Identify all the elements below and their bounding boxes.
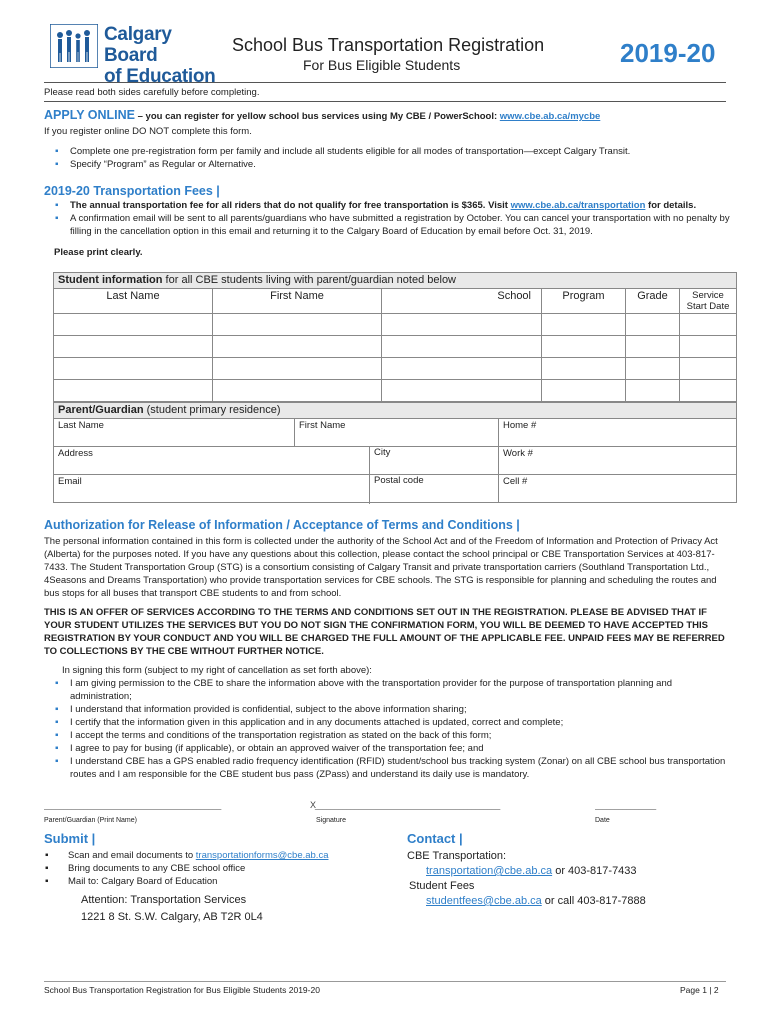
contact-heading: Contact | — [407, 831, 463, 846]
list-item — [44, 199, 734, 212]
apply-online-note: If you register online DO NOT complete this form. — [44, 126, 252, 137]
logo-text-line2: of Education — [104, 66, 216, 87]
apply-online-line — [44, 108, 734, 122]
submit-email-text: Scan and email documents to — [68, 850, 196, 861]
col-program: Program — [542, 289, 626, 314]
guardian-last-name-field[interactable]: Last Name — [54, 419, 295, 447]
list-item: ▪ Mail to: Calgary Board of Education — [34, 875, 394, 888]
student-grade-input[interactable] — [626, 336, 680, 358]
guardian-cell-phone-field[interactable]: Cell # — [499, 475, 737, 503]
table-row — [54, 475, 737, 503]
contact-transportation-line — [426, 864, 637, 879]
student-table-title — [54, 273, 737, 289]
document-title: School Bus Transportation Registration — [232, 35, 545, 55]
guardian-table-title-rest: (student primary residence) — [143, 404, 281, 416]
fees-phone: or call 403-817-7888 — [541, 895, 646, 907]
attention-line: Attention: Transportation Services — [81, 894, 247, 906]
student-start-date-input[interactable] — [680, 314, 737, 336]
student-grade-input[interactable] — [626, 314, 680, 336]
table-row — [54, 336, 737, 358]
col-school: School — [382, 289, 542, 314]
student-table-title-bold: Student information — [58, 274, 163, 286]
student-start-date-input[interactable] — [680, 380, 737, 402]
list-item: ▪ I accept the terms and conditions of the transportation registration as stated on the back of this form; — [44, 729, 734, 742]
fee-text-end: for details. — [645, 200, 697, 211]
guardian-postal-code-field[interactable]: Postal code — [369, 474, 424, 504]
guardian-table-title-bold: Parent/Guardian — [58, 404, 144, 416]
logo-text-line1: Calgary Board — [104, 24, 172, 66]
student-program-input[interactable] — [542, 314, 626, 336]
student-grade-input[interactable] — [626, 358, 680, 380]
transportation-link[interactable]: www.cbe.ab.ca/transportation — [510, 200, 646, 211]
list-item — [34, 849, 394, 862]
student-last-name-input[interactable] — [54, 358, 213, 380]
student-first-name-input[interactable] — [213, 358, 382, 380]
school-year: 2019-20 — [620, 38, 716, 68]
email-label: Email — [58, 476, 82, 487]
list-item: ▪ I understand CBE has a GPS enabled radio frequency identification (RFID) student/school bus tracking system (Zonar) on all CBE school bus transportation routes and I am responsible for the CBE student bus pass (ZPass) and understand its daily use is mandatory. — [44, 755, 734, 781]
student-start-date-input[interactable] — [680, 358, 737, 380]
student-program-input[interactable] — [542, 380, 626, 402]
table-row — [54, 314, 737, 336]
submit-heading: Submit | — [44, 831, 96, 846]
mycbe-link[interactable]: www.cbe.ab.ca/mycbe — [499, 111, 601, 122]
student-last-name-input[interactable] — [54, 380, 213, 402]
signature-line[interactable]: X______________________________________________ — [310, 800, 500, 810]
col-grade: Grade — [626, 289, 680, 314]
guardian-home-phone-field[interactable]: Home # — [499, 419, 737, 447]
student-school-input[interactable] — [382, 314, 542, 336]
list-item: ▪ Bring documents to any CBE school office — [34, 862, 394, 875]
print-clearly-note: Please print clearly. — [54, 247, 143, 258]
student-table-title-rest: for all CBE students living with parent/guardian noted below — [162, 274, 457, 286]
student-program-input[interactable] — [542, 336, 626, 358]
transportationforms-email-link[interactable]: transportationforms@cbe.ab.ca — [195, 850, 329, 861]
list-item: ▪ Complete one pre-registration form per family and include all students eligible for all modes of transportation—except Calgary Transit. — [44, 145, 734, 158]
apply-online-text: – you can register for yellow school bus services using My CBE / PowerSchool: — [135, 111, 500, 122]
transportation-phone: or 403-817-7433 — [552, 865, 637, 877]
fee-text: The annual transportation fee for all riders that do not qualify for free transportation is $365. Visit — [70, 200, 511, 211]
instruction-text: Please read both sides carefully before completing. — [44, 87, 260, 98]
terms-caps-notice: THIS IS AN OFFER OF SERVICES ACCORDING TO THE TERMS AND CONDITIONS SET OUT IN THE REGISTRATION. PLEASE BE ADVISED THAT IF YOUR STUDENT UTILIZES THE SERVICES BUT YOU DO NOT SIGN THE CONFIRMATION FORM, YOU WILL BE DEEMED TO HAVE ACCEPTED THIS REGISTRATION BY YOUR CONDUCT AND YOU WILL BE CHARGED THE FULL AMOUNT OF THE APPLICABLE FEE. UNPAID FEES MAY BE REFERRED TO COLLECTIONS BY THE CBE WITHOUT FURTHER NOTICE. — [44, 607, 725, 657]
student-program-input[interactable] — [542, 358, 626, 380]
contact-fees-line — [426, 894, 646, 909]
list-item: ▪ I am giving permission to the CBE to share the information above with the transportation provider for the purpose of transportation planning and administration; — [44, 677, 734, 703]
footer-divider — [44, 981, 726, 982]
fees-heading: 2019-20 Transportation Fees | — [44, 184, 220, 198]
instruction-divider — [44, 101, 726, 102]
list-item: ▪ I agree to pay for busing (if applicable), or obtain an approved waiver of the transportation fee; and — [44, 742, 734, 755]
list-item: ▪ Specify “Program” as Regular or Alternative. — [44, 158, 734, 171]
student-last-name-input[interactable] — [54, 336, 213, 358]
student-school-input[interactable] — [382, 358, 542, 380]
guardian-city-field[interactable]: City — [369, 446, 390, 476]
student-grade-input[interactable] — [626, 380, 680, 402]
student-first-name-input[interactable] — [213, 380, 382, 402]
student-information-table — [53, 272, 737, 402]
table-row — [54, 380, 737, 402]
page-number: Page 1 | 2 — [680, 985, 719, 995]
studentfees-email-link[interactable]: studentfees@cbe.ab.ca — [426, 895, 542, 907]
guardian-table-title — [54, 403, 737, 419]
guardian-work-phone-field[interactable]: Work # — [499, 447, 737, 475]
student-first-name-input[interactable] — [213, 314, 382, 336]
col-service-start-date: Service Start Date — [680, 289, 737, 314]
document-subtitle: For Bus Eligible Students — [303, 57, 461, 73]
signing-terms-list — [44, 677, 734, 781]
table-row — [54, 419, 737, 447]
contact-transportation-label: CBE Transportation: — [407, 850, 507, 862]
student-first-name-input[interactable] — [213, 336, 382, 358]
list-item: ▪ I understand that information provided is confidential, subject to the above information sharing; — [44, 703, 734, 716]
apply-online-heading: APPLY ONLINE — [44, 108, 135, 122]
list-item: ▪ A confirmation email will be sent to all parents/guardians who have submitted a registration by October. You can cancel your transportation with no penalty by filling in the cancellation option in this email and returning it to the Calgary Board of Education by email before Oct. 31, 2019. — [44, 212, 734, 238]
table-row — [54, 447, 737, 475]
signature-label: Signature — [316, 817, 346, 824]
authorization-paragraph: The personal information contained in this form is collected under the authority of the School Act and of the Freedom of Information and Protection of Privacy Act (Alberta) for the purposes noted. If you have any questions about this collection, please contact the school principal or CBE Transportation Services at 403-817-7433. The Student Transportation Group (STG) is a consortium consisting of Calgary Transit and private transportation carriers (Southland Transportation Ltd., 4Seasons and Dreams Transportation) who provide transportation services for CBE schools. The STG is responsible for planning and scheduling the routes and bus stops for all buses that transport CBE students to and from school. — [44, 536, 718, 599]
student-school-input[interactable] — [382, 336, 542, 358]
people-logo-icon — [50, 24, 98, 68]
address-label: Address — [58, 448, 93, 459]
logo-text — [104, 24, 225, 87]
fees-bullets — [44, 199, 734, 238]
col-first-name: First Name — [213, 289, 382, 314]
submit-list — [34, 849, 394, 888]
list-item: ▪ I certify that the information given in this application and in any documents attached is updated, correct and complete; — [44, 716, 734, 729]
guardian-address-field[interactable] — [54, 447, 499, 475]
footer-title: School Bus Transportation Registration for Bus Eligible Students 2019-20 — [44, 985, 320, 995]
cbe-logo — [50, 22, 225, 87]
transportation-email-link[interactable]: transportation@cbe.ab.ca — [426, 865, 553, 877]
parent-guardian-table — [53, 402, 737, 503]
guardian-first-name-field[interactable]: First Name — [295, 419, 499, 447]
student-school-input[interactable] — [382, 380, 542, 402]
signing-intro: In signing this form (subject to my right of cancellation as set forth above): — [62, 665, 372, 676]
date-line[interactable]: _______________ — [595, 800, 656, 810]
student-start-date-input[interactable] — [680, 336, 737, 358]
col-last-name: Last Name — [54, 289, 213, 314]
header-divider — [44, 82, 726, 83]
guardian-email-field[interactable] — [54, 475, 499, 503]
print-name-label: Parent/Guardian (Print Name) — [44, 817, 137, 824]
apply-online-bullets — [44, 145, 734, 171]
contact-fees-label: Student Fees — [409, 880, 475, 892]
student-last-name-input[interactable] — [54, 314, 213, 336]
date-label: Date — [595, 817, 610, 824]
print-name-line[interactable]: ____________________________________________ — [44, 800, 221, 810]
authorization-heading: Authorization for Release of Information / Acceptance of Terms and Conditions | — [44, 518, 520, 532]
mailing-address: 1221 8 St. S.W. Calgary, AB T2R 0L4 — [81, 911, 263, 923]
table-row — [54, 358, 737, 380]
